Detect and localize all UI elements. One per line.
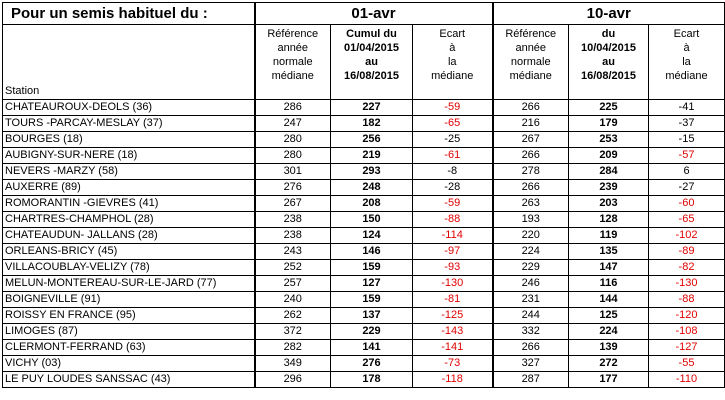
ecart1-cell: -130 [413,276,493,292]
period-1-header: 01-avr [255,3,493,25]
cumul1-cell: 276 [331,356,413,372]
ref2-cell: 266 [493,340,569,356]
cumul1-cell: 150 [331,212,413,228]
cumul1-cell: 159 [331,292,413,308]
ref2-cell: 220 [493,228,569,244]
station-cell: LIMOGES (87) [3,324,255,340]
ecart2-cell: -41 [649,100,725,116]
cumul2-column-header: du 10/04/2015 au 16/08/2015 [569,25,649,100]
station-cell: AUXERRE (89) [3,180,255,196]
ref2-cell: 246 [493,276,569,292]
ecart2-cell: -57 [649,148,725,164]
cumul2-cell: 125 [569,308,649,324]
ecart1-cell: -93 [413,260,493,276]
cumul2-cell: 203 [569,196,649,212]
ref2-cell: 224 [493,244,569,260]
ecart2-cell: -127 [649,340,725,356]
cumul2-cell: 179 [569,116,649,132]
ref1-cell: 252 [255,260,331,276]
ecart1-cell: -65 [413,116,493,132]
ref2-cell: 266 [493,180,569,196]
cumul1-cell: 248 [331,180,413,196]
table-row [3,244,725,260]
cumul2-cell: 119 [569,228,649,244]
ecart2-cell: -110 [649,372,725,388]
cumul2-cell: 209 [569,148,649,164]
ref1-cell: 276 [255,180,331,196]
cumul2-cell: 147 [569,260,649,276]
ref1-cell: 301 [255,164,331,180]
ecart1-cell: -118 [413,372,493,388]
cumul2-cell: 177 [569,372,649,388]
station-cell: VICHY (03) [3,356,255,372]
ecart2-cell: -82 [649,260,725,276]
ref2-cell: 193 [493,212,569,228]
table-row [3,356,725,372]
table-row [3,276,725,292]
ref1-cell: 257 [255,276,331,292]
station-column-header: Station [3,25,255,100]
ref2-cell: 216 [493,116,569,132]
table-row [3,196,725,212]
cumul1-cell: 146 [331,244,413,260]
station-cell: VILLACOUBLAY-VELIZY (78) [3,260,255,276]
table-row [3,116,725,132]
cumul1-cell: 208 [331,196,413,212]
station-cell: CHATEAUDUN- JALLANS (28) [3,228,255,244]
ref2-column-header: Référence année normale médiane [493,25,569,100]
cumul1-cell: 256 [331,132,413,148]
ref1-cell: 262 [255,308,331,324]
ref1-cell: 280 [255,132,331,148]
ecart1-cell: -143 [413,324,493,340]
ref1-cell: 238 [255,212,331,228]
ref1-cell: 349 [255,356,331,372]
table-row [3,308,725,324]
cumul2-cell: 139 [569,340,649,356]
cumul2-cell: 272 [569,356,649,372]
ref2-cell: 231 [493,292,569,308]
cumul1-column-header: Cumul du 01/04/2015 au 16/08/2015 [331,25,413,100]
station-cell: NEVERS -MARZY (58) [3,164,255,180]
ecart2-cell: -130 [649,276,725,292]
ref1-cell: 243 [255,244,331,260]
cumul1-cell: 293 [331,164,413,180]
ref1-cell: 280 [255,148,331,164]
ecart1-cell: -141 [413,340,493,356]
ecart2-cell: -15 [649,132,725,148]
ecart2-cell: -60 [649,196,725,212]
ref2-cell: 287 [493,372,569,388]
cumul2-cell: 225 [569,100,649,116]
ecart2-cell: -88 [649,292,725,308]
station-cell: AUBIGNY-SUR-NERE (18) [3,148,255,164]
cumul2-cell: 224 [569,324,649,340]
station-cell: MELUN-MONTEREAU-SUR-LE-JARD (77) [3,276,255,292]
ecart1-cell: -28 [413,180,493,196]
cumul1-cell: 178 [331,372,413,388]
table-row [3,148,725,164]
ref1-cell: 240 [255,292,331,308]
ecart1-cell: -73 [413,356,493,372]
ref2-cell: 327 [493,356,569,372]
ecart2-cell: 6 [649,164,725,180]
cumul1-cell: 219 [331,148,413,164]
ref1-cell: 282 [255,340,331,356]
table-row [3,180,725,196]
station-cell: ROISSY EN FRANCE (95) [3,308,255,324]
ecart1-cell: -97 [413,244,493,260]
ref1-cell: 247 [255,116,331,132]
cumul2-cell: 284 [569,164,649,180]
table-title: Pour un semis habituel du : [3,3,255,25]
table-row [3,212,725,228]
station-cell: CHARTRES-CHAMPHOL (28) [3,212,255,228]
ecart2-cell: -55 [649,356,725,372]
cumul1-cell: 159 [331,260,413,276]
ecart2-cell: -120 [649,308,725,324]
cumul2-cell: 144 [569,292,649,308]
subheader-row [3,25,725,100]
table-row [3,164,725,180]
station-cell: CLERMONT-FERRAND (63) [3,340,255,356]
ref2-cell: 263 [493,196,569,212]
ref1-cell: 267 [255,196,331,212]
ecart2-column-header: Ecart à la médiane [649,25,725,100]
ecart2-cell: -108 [649,324,725,340]
ecart2-cell: -27 [649,180,725,196]
table-row [3,292,725,308]
station-cell: ORLEANS-BRICY (45) [3,244,255,260]
ecart2-cell: -89 [649,244,725,260]
cumul1-cell: 182 [331,116,413,132]
ref2-cell: 278 [493,164,569,180]
station-cell: TOURS -PARCAY-MESLAY (37) [3,116,255,132]
table-row [3,372,725,388]
ecart1-cell: -125 [413,308,493,324]
table-row [3,132,725,148]
cumul1-cell: 227 [331,100,413,116]
ecart2-cell: -65 [649,212,725,228]
ecart1-cell: -59 [413,196,493,212]
ecart1-cell: -59 [413,100,493,116]
ecart1-cell: -25 [413,132,493,148]
table-row [3,100,725,116]
table-row [3,324,725,340]
title-row [3,3,725,25]
table-row [3,340,725,356]
cumul1-cell: 124 [331,228,413,244]
cumul2-cell: 135 [569,244,649,260]
ref1-cell: 296 [255,372,331,388]
ecart1-column-header: Ecart à la médiane [413,25,493,100]
ref1-cell: 286 [255,100,331,116]
cumul1-cell: 141 [331,340,413,356]
cumul2-cell: 239 [569,180,649,196]
station-cell: LE PUY LOUDES SANSSAC (43) [3,372,255,388]
ecart2-cell: -102 [649,228,725,244]
cumul2-cell: 253 [569,132,649,148]
station-cell: BOIGNEVILLE (91) [3,292,255,308]
cumul2-cell: 128 [569,212,649,228]
ecart1-cell: -88 [413,212,493,228]
ref1-cell: 372 [255,324,331,340]
ref1-cell: 238 [255,228,331,244]
ref2-cell: 332 [493,324,569,340]
table-row [3,260,725,276]
ecart1-cell: -114 [413,228,493,244]
ref2-cell: 266 [493,148,569,164]
station-cell: CHATEAUROUX-DEOLS (36) [3,100,255,116]
cumul1-cell: 127 [331,276,413,292]
data-table [2,2,725,388]
cumul2-cell: 116 [569,276,649,292]
cumul1-cell: 137 [331,308,413,324]
period-2-header: 10-avr [493,3,725,25]
station-cell: BOURGES (18) [3,132,255,148]
cumul1-cell: 229 [331,324,413,340]
ecart1-cell: -61 [413,148,493,164]
ref2-cell: 267 [493,132,569,148]
ecart1-cell: -8 [413,164,493,180]
ref2-cell: 229 [493,260,569,276]
ref2-cell: 266 [493,100,569,116]
station-cell: ROMORANTIN -GIEVRES (41) [3,196,255,212]
table-row [3,228,725,244]
ecart2-cell: -37 [649,116,725,132]
ref2-cell: 244 [493,308,569,324]
ecart1-cell: -81 [413,292,493,308]
ref1-column-header: Référence année normale médiane [255,25,331,100]
